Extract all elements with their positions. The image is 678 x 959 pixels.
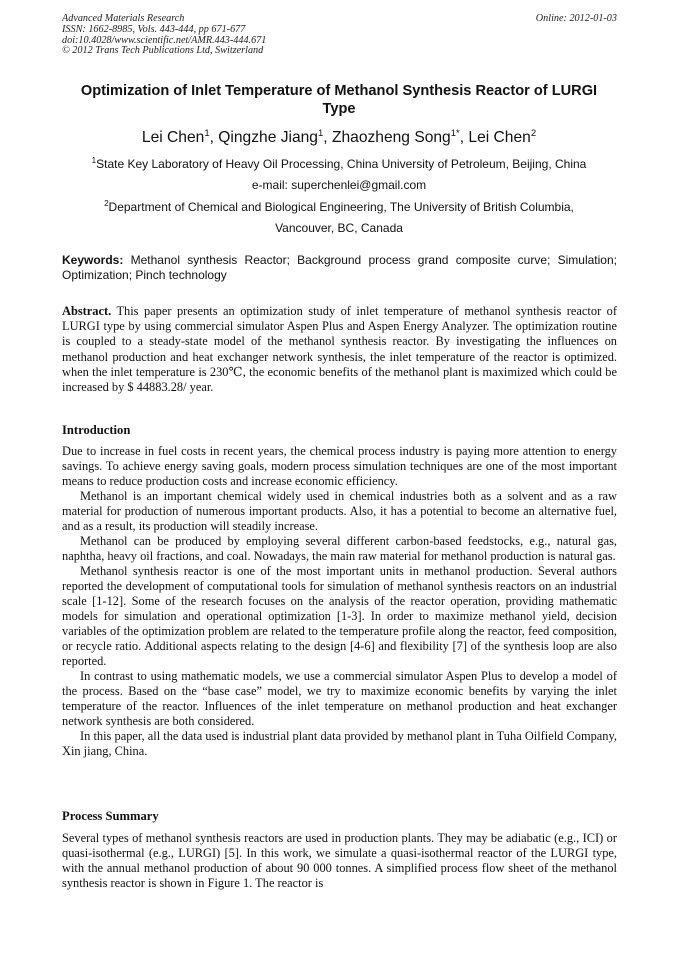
affiliation-text: Department of Chemical and Biological Engineering, The University of British Columbia, <box>108 200 574 214</box>
affiliation-mark: 2 <box>104 199 109 208</box>
journal-header <box>62 14 617 57</box>
affiliation-text: State Key Laboratory of Heavy Oil Processing, China University of Petroleum, Beijing, China <box>96 157 587 171</box>
section-heading-introduction: Introduction <box>62 423 131 437</box>
abstract-text: This paper presents an optimization study of inlet temperature of methanol synthesis reactor of LURGI type by using commercial simulator Aspen Plus and Aspen Energy Analyzer. The optimization routine is coupled to a steady-state model of the methanol synthesis reactor. By investigating the influences on methanol production and heat exchanger network synthesis, the inlet temperature of the reactor is optimized. when the inlet temperature is 230℃, the economic benefits of the methanol plant is maximized which could be increased by $ 44883.28/ year. <box>62 304 617 395</box>
author-affiliation-mark: 1* <box>450 128 460 139</box>
copyright-line: © 2012 Trans Tech Publications Ltd, Switzerland <box>62 45 264 57</box>
author-name: Lei Chen <box>141 129 205 147</box>
issn-line: ISSN: 1662-8985, Vols. 443-444, pp 671-677 <box>62 23 246 35</box>
author-name: Lei Chen <box>468 129 531 147</box>
keywords-label: Keywords: <box>62 253 124 267</box>
author-affiliation-mark: 1 <box>317 128 324 139</box>
paper-title: Optimization of Inlet Temperature of Methanol Synthesis Reactor of LURGI Type <box>80 83 598 117</box>
author-list: Lei Chen$^1$, Qingzhe Jiang$^1$, Zhaozheng Song$^{1*}$, Lei Chen$^2$ <box>141 128 537 147</box>
affiliation-2-line2: Vancouver, BC, Canada <box>275 221 403 235</box>
section-heading-process-summary: Process Summary <box>62 809 159 823</box>
keywords-text: Methanol synthesis Reactor; Background process grand composite curve; Simulation; Optimization; Pinch technology <box>62 253 617 282</box>
affiliation-mark: 1 <box>91 156 97 165</box>
online-date: Online: 2012-01-03 <box>535 13 617 24</box>
author-affiliation-mark: 1 <box>204 128 210 139</box>
abstract-label: Abstract. <box>62 304 112 318</box>
author-name: Qingzhe Jiang <box>218 129 318 147</box>
paragraph: Several types of methanol synthesis reactors are used in production plants. They may be adiabatic (e.g., ICI) or quasi-isothermal (e.g., LURGI) [5]. In this work, we simulate a quasi-isothermal reactor of the LURGI type, with the annual methanol production of about 90 000 tonnes. A simplified process flow sheet of the methanol synthesis reactor is shown in Figure 1. The reactor is <box>62 831 617 890</box>
paragraph: In contrast to using mathematic models, we use a commercial simulator Aspen Plus to develop a model of the process. Based on the “base case” model, we try to maximize economic benefits by varying the inlet temperature of the reactor. Influences of the inlet temperature on methanol production and heat exchanger network synthesis are both considered. <box>62 669 617 728</box>
abstract <box>62 304 617 395</box>
process-summary-body <box>62 831 617 891</box>
paragraph: Methanol is an important chemical widely used in chemical industries both as a solvent and as a raw material for production of numerous important products. Also, it has a potential to become an alternative fuel, and as a result, its production will steadily increase. <box>62 489 617 533</box>
introduction-body <box>62 444 617 759</box>
paragraph: Methanol synthesis reactor is one of the most important units in methanol production. Several authors reported the development of computational tools for simulation of methanol synthesis reactors on an industrial scale [1-12]. Some of the research focuses on the analysis of the reactor operation, providing mathematic models for simulation and operational optimization [1-3]. In order to maximize methanol yield, decision variables of the optimization problem are related to the temperature profile along the reactor, feed composition, or recycle ratio. Additional aspects relating to the design [4-6] and flexibility [7] of the synthesis loop are also reported. <box>62 564 617 668</box>
author-email: e-mail: superchenlei@gmail.com <box>251 178 427 192</box>
keywords <box>62 253 617 283</box>
doi-line: doi:10.4028/www.scientific.net/AMR.443-444.671 <box>62 34 267 46</box>
affiliation-1 <box>0 156 678 171</box>
paragraph: In this paper, all the data used is industrial plant data provided by methanol plant in Tuha Oilfield Company, Xin jiang, China. <box>62 729 617 758</box>
author-affiliation-mark: 2 <box>530 128 537 139</box>
author-name: Zhaozheng Song <box>331 129 451 147</box>
affiliation-2 <box>0 199 678 214</box>
journal-name: Advanced Materials Research <box>62 13 185 24</box>
paragraph: Due to increase in fuel costs in recent years, the chemical process industry is paying more attention to energy savings. To achieve energy saving goals, modern process simulation techniques are one of the most important means to reduce production costs and increase economic efficiency. <box>62 444 617 488</box>
paragraph: Methanol can be produced by employing several different carbon-based feedstocks, e.g., natural gas, naphtha, heavy oil fractions, and coal. Nowadays, the main raw material for methanol production is natural gas. <box>62 534 617 563</box>
